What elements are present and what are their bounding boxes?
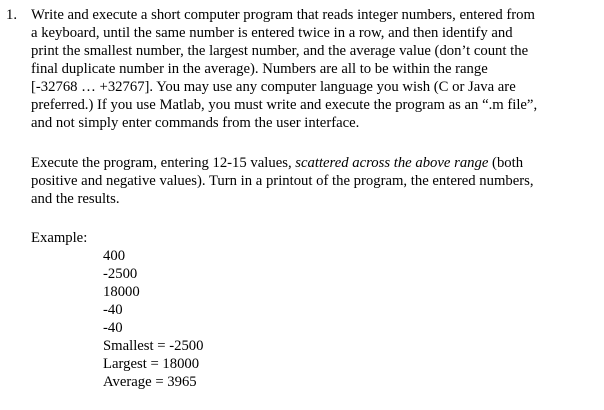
paragraph-2-line-1 (31, 154, 534, 172)
paragraph-1-line: and not simply enter commands from the user interface. (31, 115, 360, 131)
paragraph-1-line: final duplicate number in the average). Numbers are all to be within the range (31, 61, 488, 77)
paragraph-1-line: a keyboard, until the same number is entered twice in a row, and then identify and (31, 25, 513, 41)
example-label: Example: (31, 230, 88, 246)
paragraph-2-italic-text: scattered across the above range (295, 155, 489, 171)
paragraph-2-line-2: positive and negative values). Turn in a printout of the program, the entered numbers, (31, 173, 534, 189)
problem-paragraph-1 (31, 6, 597, 132)
paragraph-2-text: (both (488, 155, 524, 171)
paragraph-1-line: Write and execute a short computer program that reads integer numbers, entered from (31, 7, 535, 23)
example-output (103, 247, 203, 391)
example-input-value: -40 (103, 302, 123, 318)
example-result-smallest: Smallest = -2500 (103, 338, 204, 354)
example-result-average: Average = 3965 (103, 374, 197, 390)
example-input-value: 400 (103, 248, 126, 264)
paragraph-2-line-3: and the results. (31, 191, 120, 207)
paragraph-1-line: print the smallest number, the largest number, and the average value (don’t count the (31, 43, 529, 59)
problem-paragraph-2 (31, 154, 534, 208)
example-input-value: -2500 (103, 266, 138, 282)
paragraph-1-line: [-32768 … +32767]. You may use any computer language you wish (C or Java are (31, 79, 516, 95)
problem-number: 1. (6, 7, 18, 23)
paragraph-1-line: preferred.) If you use Matlab, you must write and execute the program as an “.m file”, (31, 97, 538, 113)
example-result-largest: Largest = 18000 (103, 356, 200, 372)
example-input-value: 18000 (103, 284, 140, 300)
paragraph-2-text: Execute the program, entering 12-15 values, (31, 155, 296, 171)
example-input-value: -40 (103, 320, 123, 336)
